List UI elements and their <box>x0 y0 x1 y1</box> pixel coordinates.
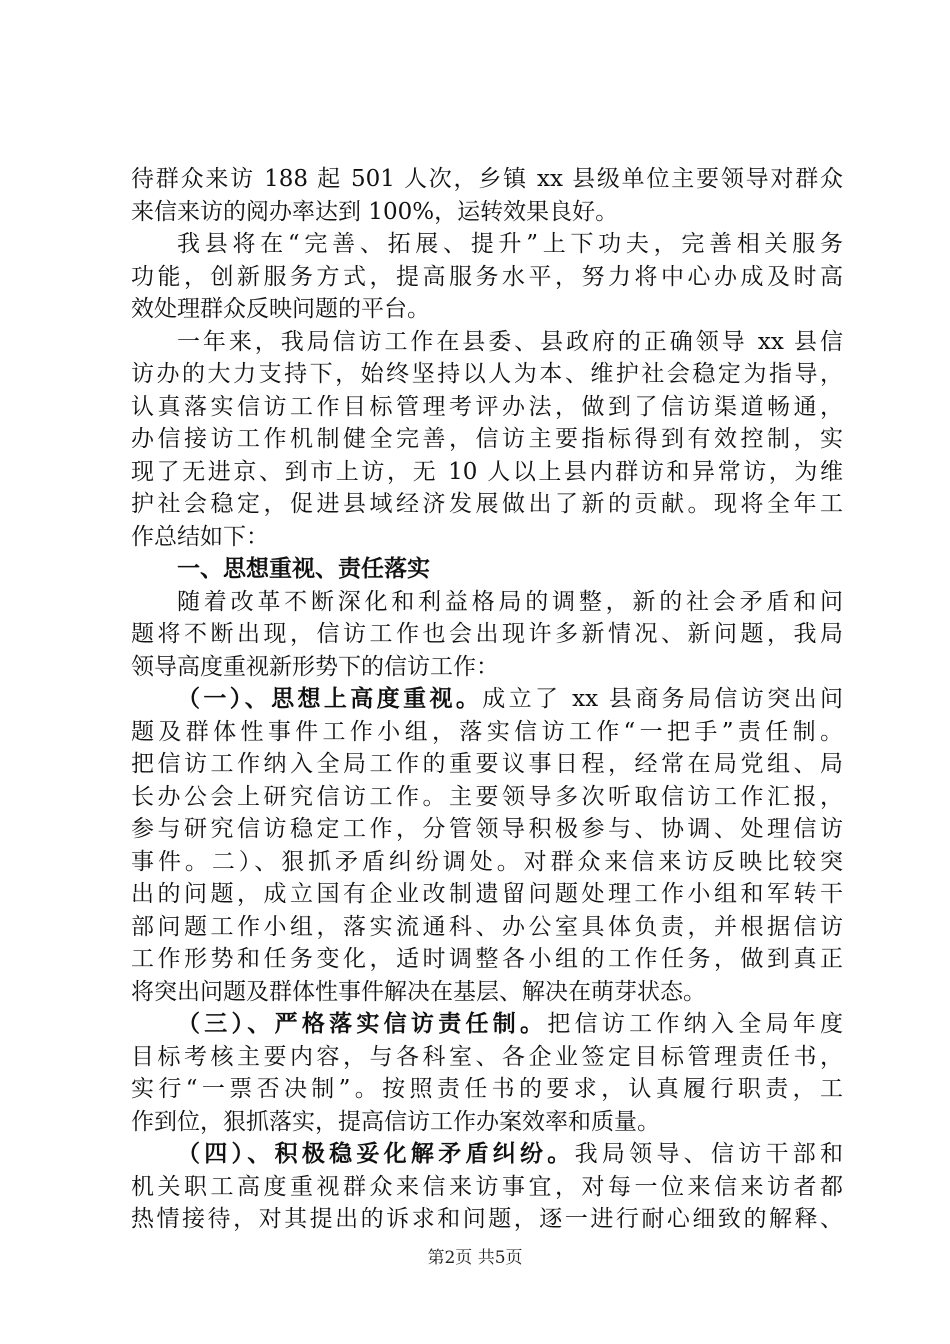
text-line: 将突出问题及群体性事件解决在基层、解决在萌芽状态。 <box>131 978 706 1005</box>
text-line: 题将不断出现，信访工作也会出现许多新情况、新问题，我局 <box>131 621 843 647</box>
document-body <box>131 163 843 1236</box>
text-line: 工作形势和任务变化，适时调整各小组的工作任务，做到真正 <box>131 946 843 972</box>
text-line: 认真落实信访工作目标管理考评办法，做到了信访渠道畅通， <box>131 393 843 420</box>
text-run: 把信访工作纳入全局年度 <box>547 1011 844 1037</box>
page-footer: 第2页 共5页 <box>427 1248 523 1268</box>
text-line: 待群众来访 188 起 501 人次，乡镇 xx 县级单位主要领导对群众 <box>131 166 843 192</box>
text-line: 办信接访工作机制健全完善，信访主要指标得到有效控制，实 <box>131 426 843 452</box>
text-line: 随着改革不断深化和利益格局的调整，新的社会矛盾和问 <box>177 588 843 615</box>
text-line: 来信来访的阅办率达到 100%，运转效果良好。 <box>131 198 619 225</box>
text-line: 一年来，我局信访工作在县委、县政府的正确领导 xx 县信 <box>177 328 843 355</box>
text-line: 把信访工作纳入全局工作的重要议事日程，经常在局党组、局 <box>131 751 843 777</box>
text-line: 护社会稳定，促进县域经济发展做出了新的贡献。现将全年工 <box>131 491 843 517</box>
section-heading: 一、思想重视、责任落实 <box>177 555 430 582</box>
text-line: 作总结如下： <box>131 523 269 550</box>
text-line: 部问题工作小组，落实流通科、办公室具体负责，并根据信访 <box>131 913 843 940</box>
text-line: 题及群体性事件工作小组，落实信访工作“一把手”责任制。 <box>131 718 843 745</box>
subsection-title: （四）、积极稳妥化解矛盾纠纷。 <box>177 1140 575 1167</box>
text-line: 出的问题，成立国有企业改制遗留问题处理工作小组和军转干 <box>131 881 843 907</box>
text-line: 事件。二）、狠抓矛盾纠纷调处。对群众来信来访反映比较突 <box>131 848 843 875</box>
text-line: 热情接待，对其提出的诉求和问题，逐一进行耐心细致的解释、 <box>131 1206 843 1232</box>
text-line: 作到位，狠抓落实，提高信访工作办案效率和质量。 <box>131 1108 660 1135</box>
text-line: 我县将在“完善、拓展、提升”上下功夫，完善相关服务 <box>177 231 843 257</box>
text-line: 功能，创新服务方式，提高服务水平，努力将中心办成及时高 <box>131 263 843 290</box>
text-line: 访办的大力支持下，始终坚持以人为本、维护社会稳定为指导， <box>131 361 843 387</box>
text-run: 成立了 xx 县商务局信访突出问 <box>482 686 843 712</box>
text-line <box>131 683 843 716</box>
text-line: 实行“一票否决制”。按照责任书的要求，认真履行职责，工 <box>131 1076 843 1102</box>
text-line: 目标考核主要内容，与各科室、各企业签定目标管理责任书， <box>131 1043 843 1070</box>
text-line: 参与研究信访稳定工作，分管领导积极参与、协调、处理信访 <box>131 816 843 842</box>
text-line <box>131 1008 843 1041</box>
text-line: 领导高度重视新形势下的信访工作： <box>131 653 499 680</box>
text-line: 效处理群众反映问题的平台。 <box>131 296 430 322</box>
text-line: 机关职工高度重视群众来信来访事宜，对每一位来信来访者都 <box>131 1173 843 1200</box>
text-line <box>131 1138 843 1171</box>
subsection-title: （一）、思想上高度重视。 <box>177 685 483 712</box>
text-line: 现了无进京、到市上访，无 10 人以上县内群访和异常访，为维 <box>131 458 843 485</box>
text-run: 我局领导、信访干部和 <box>574 1141 844 1167</box>
subsection-title: （三）、严格落实信访责任制。 <box>177 1010 548 1037</box>
text-line: 长办公会上研究信访工作。主要领导多次听取信访工作汇报， <box>131 783 843 810</box>
